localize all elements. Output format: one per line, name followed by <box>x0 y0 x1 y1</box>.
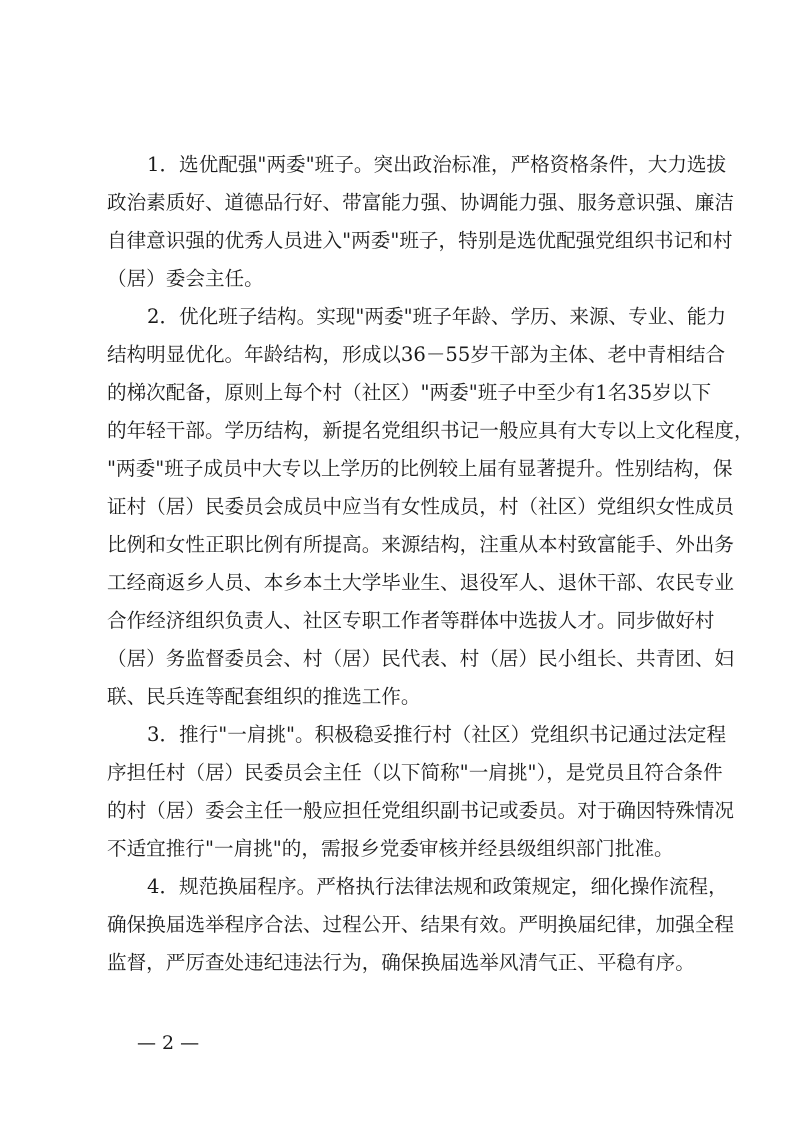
paragraph-line: 3．推行"一肩挑"。积极稳妥推行村（社区）党组织书记通过法定程 <box>147 723 727 746</box>
paragraph-line: "两委"班子成员中大专以上学历的比例较上届有显著提升。性别结构，保 <box>107 457 733 480</box>
paragraph-line: （居）委会主任。 <box>107 267 264 290</box>
paragraph-line: 1．选优配强"两委"班子。突出政治标准，严格资格条件，大力选拔 <box>147 153 727 176</box>
paragraph-line: 证村（居）民委员会成员中应当有女性成员，村（社区）党组织女性成员 <box>107 495 734 518</box>
paragraph-line: 4．规范换届程序。严格执行法律法规和政策规定，细化操作流程， <box>147 875 728 898</box>
paragraph-line: 的梯次配备，原则上每个村（社区）"两委"班子中至少有1名35岁以下 <box>107 381 712 404</box>
paragraph-4 <box>107 868 734 982</box>
paragraph-line: 工经商返乡人员、本乡本土大学毕业生、退役军人、退休干部、农民专业 <box>107 571 734 594</box>
paragraph-line: 不适宜推行"一肩挑"的，需报乡党委审核并经县级组织部门批准。 <box>107 837 674 860</box>
paragraph-line: 政治素质好、道德品行好、带富能力强、协调能力强、服务意识强、廉洁 <box>107 191 734 214</box>
paragraph-line: 序担任村（居）民委员会主任（以下简称"一肩挑"），是党员且符合条件 <box>107 761 723 784</box>
paragraph-line: 结构明显优化。年龄结构，形成以36－55岁干部为主体、老中青相结合 <box>107 343 726 366</box>
paragraph-2 <box>107 298 754 716</box>
page-number: — 2 — <box>137 1032 200 1054</box>
paragraph-line: 合作经济组织负责人、社区专职工作者等群体中选拔人才。同步做好村 <box>107 609 715 632</box>
paragraph-line: 监督，严厉查处违纪违法行为，确保换届选举风清气正、平稳有序。 <box>107 951 695 974</box>
paragraph-line: 的村（居）委会主任一般应担任党组织副书记或委员。对于确因特殊情况 <box>107 799 734 822</box>
paragraph-line: 的年轻干部。学历结构，新提名党组织书记一般应具有大专以上文化程度， <box>107 419 754 442</box>
paragraph-line: 比例和女性正职比例有所提高。来源结构，注重从本村致富能手、外出务 <box>107 533 734 556</box>
paragraph-3 <box>107 716 734 868</box>
paragraph-line: 2．优化班子结构。实现"两委"班子年龄、学历、来源、专业、能力 <box>147 305 727 328</box>
paragraph-line: 联、民兵连等配套组织的推选工作。 <box>107 685 421 708</box>
paragraph-line: 自律意识强的优秀人员进入"两委"班子，特别是选优配强党组织书记和村 <box>107 229 733 252</box>
paragraph-line: （居）务监督委员会、村（居）民代表、村（居）民小组长、共青团、妇 <box>107 647 734 670</box>
paragraph-1 <box>107 146 734 298</box>
paragraph-line: 确保换届选举程序合法、过程公开、结果有效。严明换届纪律，加强全程 <box>107 913 734 936</box>
